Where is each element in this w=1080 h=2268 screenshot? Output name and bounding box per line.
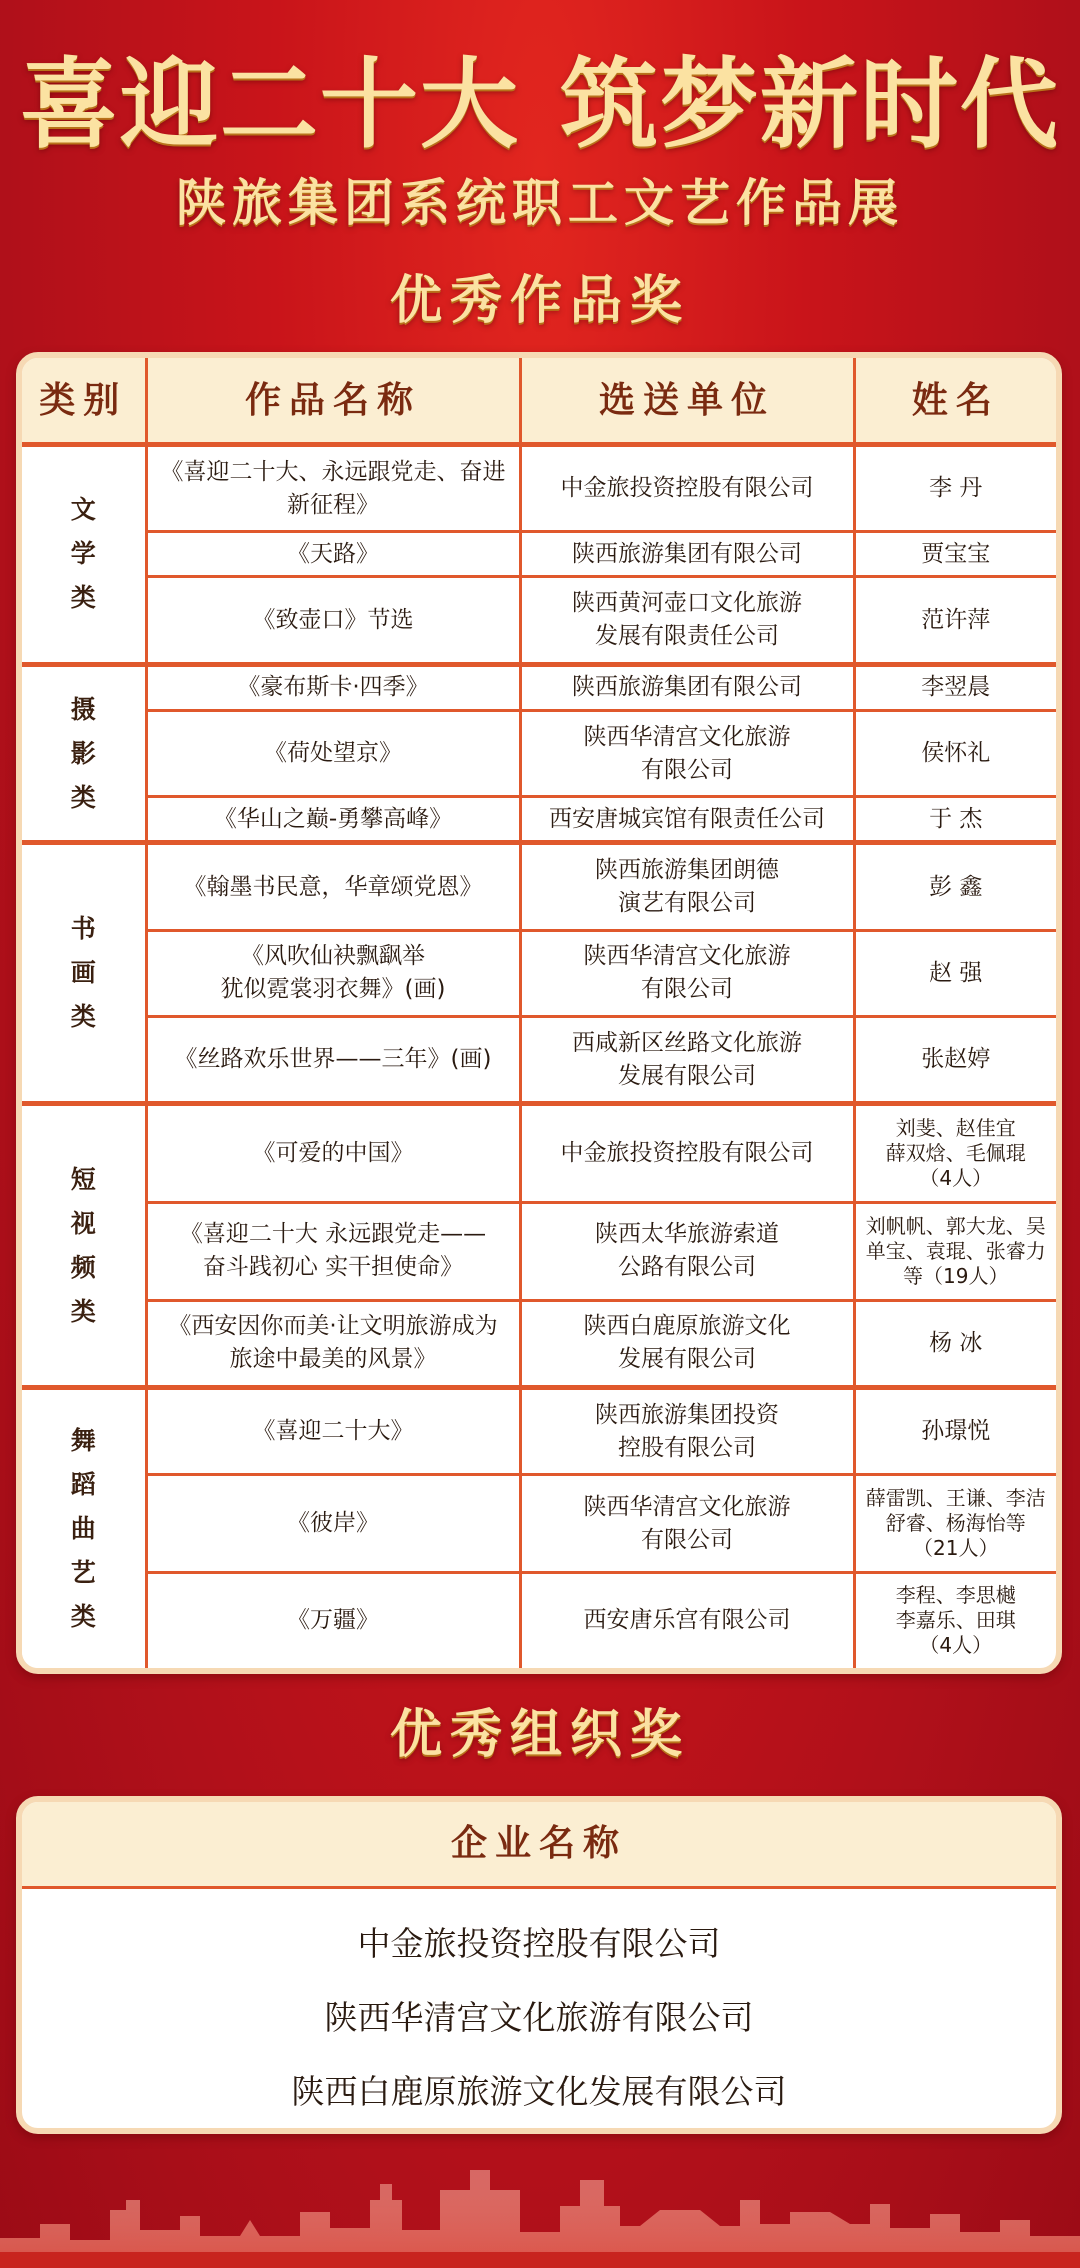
table-row (22, 797, 1056, 843)
organization-header: 企业名称 (22, 1802, 1056, 1889)
excellent-works-table-panel (16, 352, 1062, 1674)
category-cell: 书 画 类 (22, 843, 146, 1104)
category-cell: 摄 影 类 (22, 664, 146, 843)
submitting-unit-cell (520, 1475, 854, 1572)
work-title-cell (146, 1300, 520, 1387)
table-body (22, 445, 1056, 1669)
person-name-text: 张赵婷 (921, 1046, 991, 1073)
work-title-cell (146, 445, 520, 532)
person-name-text: 范许萍 (921, 606, 991, 633)
person-name-cell (854, 664, 1056, 710)
submitting-unit-text: 陕西旅游集团朗德 演艺有限公司 (595, 857, 779, 917)
submitting-unit-text: 陕西旅游集团有限公司 (572, 674, 802, 701)
excellent-works-table (22, 358, 1056, 1668)
submitting-unit-text: 西咸新区丝路文化旅游 发展有限公司 (572, 1029, 802, 1089)
excellent-organization-title: 优秀组织奖 (389, 1704, 690, 1765)
work-title-cell (146, 1572, 520, 1668)
person-name-text: 侯怀礼 (921, 740, 991, 767)
work-title-text: 《荷处望京》 (264, 740, 402, 767)
submitting-unit-text: 陕西旅游集团投资 控股有限公司 (595, 1401, 779, 1461)
submitting-unit-cell (520, 1300, 854, 1387)
work-title-text: 《豪布斯卡·四季》 (237, 674, 429, 701)
person-name-cell (854, 797, 1056, 843)
submitting-unit-text: 中金旅投资控股有限公司 (560, 1140, 814, 1167)
table-row (22, 1203, 1056, 1300)
submitting-unit-cell (520, 1203, 854, 1300)
person-name-text: 于 杰 (929, 805, 983, 832)
person-name-cell (854, 1203, 1056, 1300)
main-title-left: 喜迎二十大 (19, 47, 520, 162)
table-row (22, 1475, 1056, 1572)
work-title-cell (146, 577, 520, 664)
submitting-unit-cell (520, 1387, 854, 1474)
work-title-text: 《风吹仙袂飘飖举 犹似霓裳羽衣舞》(画) (220, 943, 446, 1003)
submitting-unit-cell (520, 445, 854, 532)
person-name-text: 李翌晨 (921, 674, 991, 701)
person-name-text: 薛雷凯、王谦、李洁 舒睿、杨海怡等 （21人） (865, 1486, 1046, 1561)
person-name-cell (854, 1104, 1056, 1203)
person-name-text: 贾宝宝 (921, 540, 991, 567)
organization-item: 中金旅投资控股有限公司 (357, 1924, 721, 1963)
submitting-unit-cell (520, 532, 854, 577)
work-title-cell (146, 1475, 520, 1572)
work-title-text: 《西安因你而美·让文明旅游成为 旅途中最美的风景》 (168, 1313, 498, 1373)
category-cell: 短 视 频 类 (22, 1104, 146, 1388)
work-title-cell (146, 797, 520, 843)
work-title-cell (146, 1104, 520, 1203)
submitting-unit-cell (520, 930, 854, 1016)
column-header-name: 姓名 (854, 358, 1056, 445)
table-row (22, 843, 1056, 930)
submitting-unit-cell (520, 1017, 854, 1104)
person-name-text: 刘帆帆、郭大龙、吴 单宝、袁琨、张睿力 等（19人） (865, 1213, 1046, 1288)
submitting-unit-text: 陕西华清宫文化旅游 有限公司 (583, 723, 791, 783)
submitting-unit-text: 陕西华清宫文化旅游 有限公司 (583, 1493, 791, 1553)
table-row (22, 577, 1056, 664)
table-row (22, 711, 1056, 797)
work-title-cell (146, 1387, 520, 1474)
submitting-unit-text: 中金旅投资控股有限公司 (560, 475, 814, 502)
submitting-unit-text: 陕西华清宫文化旅游 有限公司 (583, 943, 791, 1003)
work-title-text: 《华山之巅-勇攀高峰》 (213, 805, 453, 832)
person-name-cell (854, 1572, 1056, 1668)
work-title-text: 《万疆》 (287, 1607, 379, 1634)
work-title-text: 《翰墨书民意，华章颂党恩》 (183, 873, 483, 900)
submitting-unit-cell (520, 843, 854, 930)
submitting-unit-cell (520, 1572, 854, 1668)
submitting-unit-text: 陕西太华旅游索道 公路有限公司 (595, 1221, 779, 1281)
submitting-unit-text: 陕西黄河壶口文化旅游 发展有限责任公司 (572, 590, 802, 650)
work-title-cell (146, 1017, 520, 1104)
table-row (22, 930, 1056, 1016)
work-title-cell (146, 532, 520, 577)
work-title-text: 《致壶口》节选 (252, 606, 414, 633)
organization-panel (16, 1796, 1062, 2134)
person-name-cell (854, 445, 1056, 532)
person-name-cell (854, 1017, 1056, 1104)
column-header-category: 类别 (22, 358, 146, 445)
submitting-unit-text: 西安唐城宾馆有限责任公司 (549, 805, 825, 832)
submitting-unit-cell (520, 664, 854, 710)
work-title-text: 《可爱的中国》 (252, 1140, 414, 1167)
table-row (22, 1104, 1056, 1203)
organization-item: 陕西白鹿原旅游文化发展有限公司 (291, 2072, 787, 2111)
person-name-text: 孙璟悦 (921, 1418, 991, 1445)
person-name-text: 赵 强 (929, 959, 983, 986)
person-name-cell (854, 577, 1056, 664)
column-header-unit: 选送单位 (520, 358, 854, 445)
submitting-unit-text: 陕西白鹿原旅游文化 发展有限公司 (583, 1313, 791, 1373)
work-title-cell (146, 930, 520, 1016)
work-title-cell (146, 1203, 520, 1300)
excellent-works-title: 优秀作品奖 (389, 270, 690, 331)
work-title-cell (146, 711, 520, 797)
person-name-cell (854, 1475, 1056, 1572)
table-row (22, 1017, 1056, 1104)
submitting-unit-text: 西安唐乐宫有限公司 (583, 1607, 791, 1634)
submitting-unit-cell (520, 577, 854, 664)
table-row (22, 1572, 1056, 1668)
main-title (0, 40, 1080, 170)
column-header-work: 作品名称 (146, 358, 520, 445)
work-title-text: 《天路》 (287, 540, 379, 567)
submitting-unit-cell (520, 797, 854, 843)
category-cell: 舞 蹈 曲 艺 类 (22, 1387, 146, 1668)
work-title-text: 《彼岸》 (287, 1510, 379, 1537)
person-name-cell (854, 711, 1056, 797)
person-name-text: 彭 鑫 (929, 873, 983, 900)
table-header-row (22, 358, 1056, 445)
person-name-cell (854, 1300, 1056, 1387)
work-title-text: 《喜迎二十大 永远跟党走—— 奋斗践初心 实干担使命》 (179, 1221, 487, 1281)
person-name-cell (854, 532, 1056, 577)
subtitle: 陕旅集团系统职工文艺作品展 (176, 173, 904, 232)
organization-list (22, 1889, 1056, 2129)
person-name-text: 杨 冰 (929, 1329, 983, 1356)
table-row (22, 1387, 1056, 1474)
table-row (22, 445, 1056, 532)
table-row (22, 664, 1056, 710)
submitting-unit-text: 陕西旅游集团有限公司 (572, 540, 802, 567)
person-name-cell (854, 930, 1056, 1016)
table-row (22, 532, 1056, 577)
person-name-cell (854, 843, 1056, 930)
work-title-cell (146, 664, 520, 710)
category-cell: 文 学 类 (22, 445, 146, 665)
person-name-cell (854, 1387, 1056, 1474)
work-title-cell (146, 843, 520, 930)
organization-item: 陕西华清宫文化旅游有限公司 (324, 1998, 754, 2037)
work-title-text: 《喜迎二十大、永远跟党走、奋进 新征程》 (160, 458, 506, 518)
person-name-text: 李 丹 (929, 475, 983, 502)
work-title-text: 《喜迎二十大》 (252, 1418, 414, 1445)
table-row (22, 1300, 1056, 1387)
person-name-text: 刘斐、赵佳宜 薛双焓、毛佩琨 （4人） (885, 1116, 1026, 1191)
city-skyline-decoration (0, 2140, 1080, 2268)
person-name-text: 李程、李思樾 李嘉乐、田琪 （4人） (895, 1583, 1016, 1658)
submitting-unit-cell (520, 1104, 854, 1203)
submitting-unit-cell (520, 711, 854, 797)
work-title-text: 《丝路欢乐世界——三年》(画) (174, 1046, 492, 1073)
main-title-right: 筑梦新时代 (560, 47, 1061, 162)
